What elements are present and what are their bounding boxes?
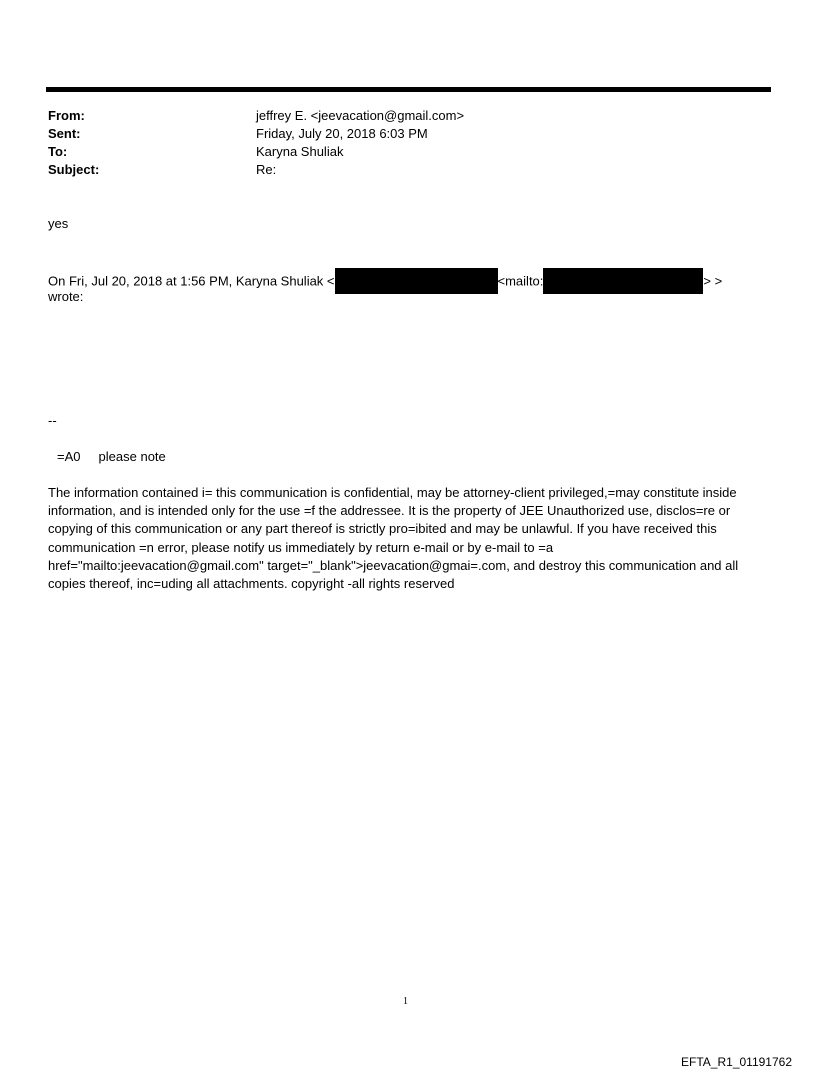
to-label: To: xyxy=(48,144,68,159)
sent-label: Sent: xyxy=(48,126,81,141)
quote-suffix: > > xyxy=(703,273,723,289)
quote-prefix: On Fri, Jul 20, 2018 at 1:56 PM, Karyna Shuliak < xyxy=(48,273,335,289)
reply-text: yes xyxy=(48,216,69,231)
subject-label: Subject: xyxy=(48,162,100,177)
from-label: From: xyxy=(48,108,85,123)
signature-separator: -- xyxy=(48,413,57,428)
sent-value: Friday, July 20, 2018 6:03 PM xyxy=(256,126,428,141)
quote-wrote: wrote: xyxy=(48,289,84,304)
confidentiality-notice: The information contained i= this communication is confidential, may be attorney-client privileged,=may constitute inside information, and is intended only for the use =f the addressee. It is the property of JEE Unauthorized use, disclos=re or copying of this communication or any part thereof is strictly pro=ibited and may be unlawful. If you have received this communication =n error, please notify us immediately by return e-mail or by e-mail to =a href="mailto:jeevacation@gmail.com" target="_blank">jeevacation@gmai=.com, and destroy this communication and all copies thereof, inc=uding all attachments. copyright -all rights reserved xyxy=(48,485,739,592)
document-id: EFTA_R1_01191762 xyxy=(681,1055,792,1069)
subject-value: Re: xyxy=(256,162,277,177)
from-value: jeffrey E. <jeevacation@gmail.com> xyxy=(256,108,465,123)
quote-mailto: <mailto: xyxy=(497,273,544,289)
to-value: Karyna Shuliak xyxy=(256,144,344,159)
page-number: 1 xyxy=(403,996,408,1007)
please-note: =A0 please note xyxy=(57,449,166,464)
header-divider xyxy=(46,87,771,92)
